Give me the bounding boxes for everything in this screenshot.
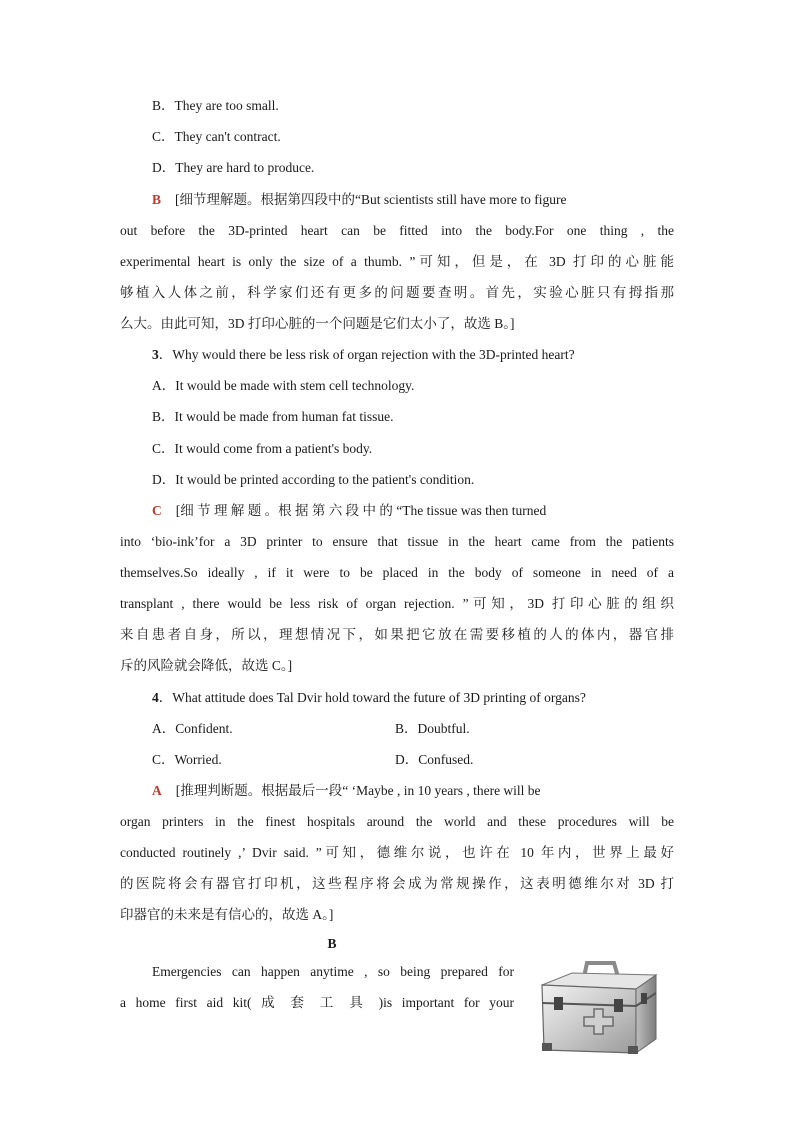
q4-explanation-line-2: organ printers in the finest hospitals around the world and these procedures will be [120,814,674,829]
first-aid-kit-icon [532,955,662,1060]
q3-option-a: A．It would be made with stem cell technology. [152,378,415,393]
q3-answer: C [152,503,162,518]
q2-explanation-line-5: 么大。由此可知，3D 打印心脏的一个问题是它们太小了，故选 B。] [120,316,515,331]
q3-explanation-line-3: themselves.So ideally , if it were to be placed in the body of someone in need of a [120,565,674,580]
q3-option-c: C．It would come from a patient's body. [152,441,373,456]
q4-question-text: ．What attitude does Tal Dvir hold toward the future of 3D printing of organs? [158,690,586,705]
passage-line-2: a home first aid kit( 成 套 工 具 )is important for your [120,995,514,1010]
q3-question-text: ．Why would there be less risk of organ rejection with the 3D-printed heart? [158,347,575,362]
q2-answer: B [152,192,162,207]
q2-explanation-line-4: 够植入人体之前，科学家们还有更多的问题要查明。首先，实验心脏只有拇指那 [120,285,674,300]
q2-explanation-first [152,190,566,210]
q4-question [152,688,586,708]
q3-explanation-line-1: [细 节 理 解 题 。根 据 第 六 段 中 的 “The tissue was then turned [175,503,547,518]
q3-option-d: D．It would be printed according to the patient's condition. [152,472,475,487]
q4-explanation-line-1: [推理判断题。根据最后一段“ ‘Maybe , in 10 years , there will be [175,783,541,798]
q3-explanation-line-2: into ‘bio-ink’for a 3D printer to ensure that tissue in the heart came from the patients [120,534,674,549]
q2-explanation-line-1: [细节理解题。根据第四段中的“But scientists still have more to figure [175,192,567,207]
q3-number: 3 [152,347,159,362]
q4-option-d: D．Confused. [395,752,474,767]
q4-option-b: B．Doubtful. [395,721,470,736]
section-b-heading: B [327,936,337,951]
q3-explanation-line-5: 来自患者自身，所以，理想情况下，如果把它放在需要移植的人的体内，器官排 [120,627,674,642]
q2-option-d: D．They are hard to produce. [152,160,315,175]
q2-option-b: B．They are too small. [152,98,279,113]
q3-option-b: B．It would be made from human fat tissue. [152,409,394,424]
passage-line-1: Emergencies can happen anytime , so being prepared for [152,964,514,979]
q4-number: 4 [152,690,159,705]
q2-option-c: C．They can't contract. [152,129,281,144]
q3-explanation-line-6: 斥的风险就会降低，故选 C。] [120,658,293,673]
q4-answer: A [152,783,162,798]
q3-explanation-line-4: transplant , there would be less risk of organ rejection. ”可知，3D 打印心脏的组织 [120,596,674,611]
q3-question [152,345,575,365]
q4-explanation-first [152,781,541,801]
q4-option-c: C．Worried. [152,752,222,767]
q4-explanation-line-4: 的医院将会有器官打印机，这些程序将会成为常规操作，这表明德维尔对 3D 打 [120,876,674,891]
q2-explanation-line-3: experimental heart is only the size of a thumb. ”可知，但是，在 3D 打印的心脏能 [120,254,674,269]
q3-explanation-first [152,501,546,521]
q4-explanation-line-5: 印器官的未来是有信心的，故选 A。] [120,907,334,922]
q2-explanation-line-2: out before the 3D-printed heart can be fitted into the body.For one thing , the [120,223,674,238]
q4-option-a: A．Confident. [152,721,233,736]
q4-explanation-line-3: conducted routinely ,’ Dvir said. ”可知，德维尔说，也许在 10 年内，世界上最好 [120,845,674,860]
